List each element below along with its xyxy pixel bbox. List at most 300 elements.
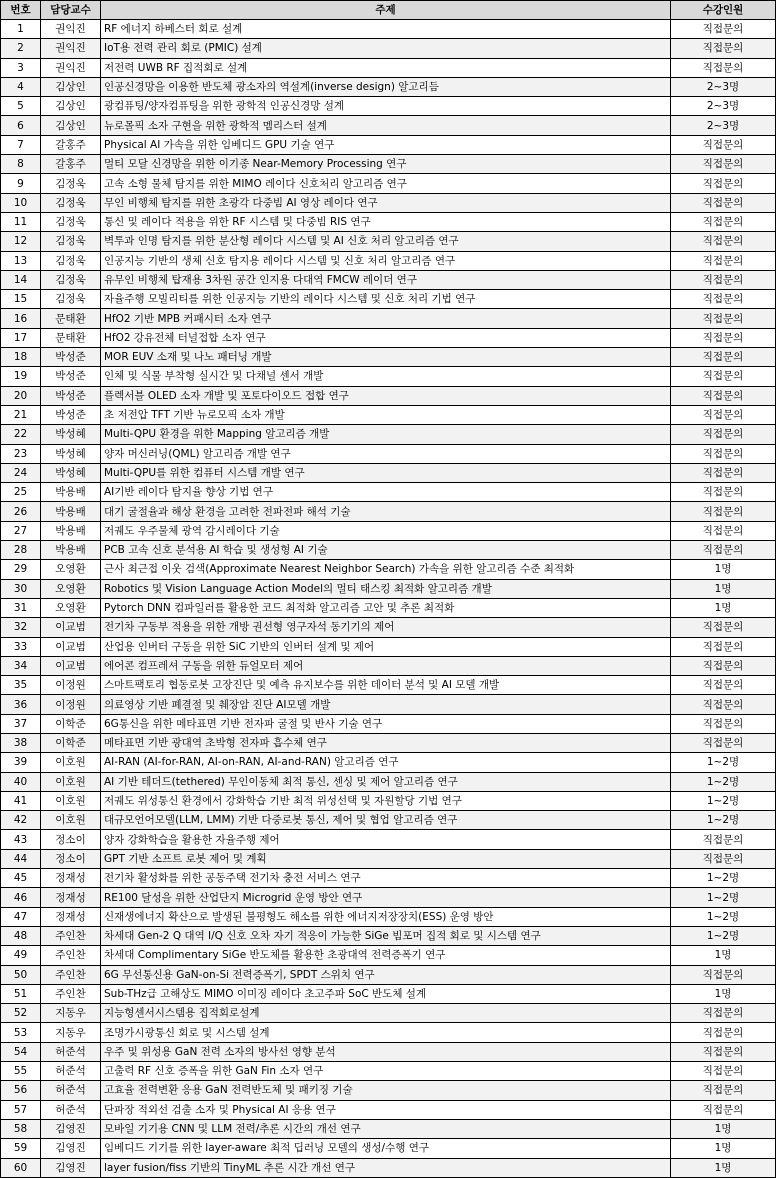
cell-number: 23: [1, 444, 41, 463]
cell-capacity: 직접문의: [671, 251, 776, 270]
cell-professor: 정재성: [41, 869, 101, 888]
cell-capacity: 직접문의: [671, 328, 776, 347]
cell-topic: layer fusion/fiss 기반의 TinyML 추론 시간 개선 연구: [101, 1158, 671, 1177]
cell-topic: AI-RAN (AI-for-RAN, AI-on-RAN, AI-and-RAN) 알고리즘 연구: [101, 753, 671, 772]
table-row: [1, 637, 776, 656]
cell-capacity: 직접문의: [671, 174, 776, 193]
cell-professor: 문태환: [41, 309, 101, 328]
cell-capacity: 직접문의: [671, 425, 776, 444]
table-row: [1, 39, 776, 58]
cell-topic: 신재생에너지 확산으로 발생된 불평형도 해소를 위한 에너지저장장치(ESS) 운영 방안: [101, 907, 671, 926]
header-topic: 주제: [101, 1, 671, 20]
table-row: [1, 984, 776, 1003]
cell-number: 51: [1, 984, 41, 1003]
cell-number: 10: [1, 193, 41, 212]
cell-number: 8: [1, 155, 41, 174]
cell-topic: HfO2 기반 MPB 커패시터 소자 연구: [101, 309, 671, 328]
cell-topic: 6G 무선통신용 GaN-on-Si 전력증폭기, SPDT 스위치 연구: [101, 965, 671, 984]
table-row: [1, 733, 776, 752]
cell-professor: 오영환: [41, 579, 101, 598]
table-row: [1, 1042, 776, 1061]
cell-capacity: 직접문의: [671, 1023, 776, 1042]
cell-professor: 권익진: [41, 39, 101, 58]
cell-professor: 김정욱: [41, 232, 101, 251]
cell-topic: Multi-QPU를 위한 컴퓨터 시스템 개발 연구: [101, 463, 671, 482]
cell-professor: 김정욱: [41, 174, 101, 193]
cell-professor: 박성준: [41, 348, 101, 367]
cell-professor: 허준석: [41, 1042, 101, 1061]
cell-capacity: 직접문의: [671, 463, 776, 482]
cell-number: 12: [1, 232, 41, 251]
cell-topic: 조명가시광통신 회로 및 시스템 설계: [101, 1023, 671, 1042]
cell-topic: 인공신경망을 이용한 반도체 광소자의 역설계(inverse design) 알고리듬: [101, 77, 671, 96]
cell-professor: 정재성: [41, 907, 101, 926]
cell-capacity: 직접문의: [671, 502, 776, 521]
cell-number: 25: [1, 483, 41, 502]
cell-number: 4: [1, 77, 41, 96]
cell-topic: 고출력 RF 신호 증폭을 위한 GaN Fin 소자 연구: [101, 1062, 671, 1081]
table-row: [1, 695, 776, 714]
cell-professor: 김상인: [41, 97, 101, 116]
cell-capacity: 2~3명: [671, 97, 776, 116]
cell-topic: Pytorch DNN 컴파일러를 활용한 코드 최적화 알고리즘 고안 및 추론 최적화: [101, 598, 671, 617]
cell-number: 60: [1, 1158, 41, 1177]
table-row: [1, 598, 776, 617]
table-row: [1, 830, 776, 849]
cell-topic: 대규모언어모델(LLM, LMM) 기반 다중로봇 통신, 제어 및 협업 알고리즘 연구: [101, 811, 671, 830]
table-row: [1, 965, 776, 984]
table-row: [1, 811, 776, 830]
cell-professor: 김상인: [41, 77, 101, 96]
cell-number: 1: [1, 20, 41, 39]
cell-capacity: 1~2명: [671, 926, 776, 945]
cell-topic: 산업용 인버터 구동을 위한 SiC 기반의 인버터 설계 및 제어: [101, 637, 671, 656]
cell-number: 54: [1, 1042, 41, 1061]
cell-number: 3: [1, 58, 41, 77]
table-row: [1, 849, 776, 868]
cell-professor: 문태환: [41, 328, 101, 347]
cell-number: 6: [1, 116, 41, 135]
table-row: [1, 791, 776, 810]
table-row: [1, 888, 776, 907]
table-row: [1, 869, 776, 888]
cell-professor: 박성준: [41, 367, 101, 386]
cell-capacity: 1명: [671, 984, 776, 1003]
cell-professor: 이교범: [41, 618, 101, 637]
cell-number: 13: [1, 251, 41, 270]
cell-number: 43: [1, 830, 41, 849]
cell-capacity: 직접문의: [671, 444, 776, 463]
cell-capacity: 직접문의: [671, 39, 776, 58]
cell-topic: 양자 강화학습을 활용한 자율주행 제어: [101, 830, 671, 849]
cell-capacity: 2~3명: [671, 77, 776, 96]
header-number: 번호: [1, 1, 41, 20]
cell-topic: 차세대 Gen-2 Q 대역 I/Q 신호 오차 자기 적응이 가능한 SiGe 빔포머 집적 회로 및 시스템 연구: [101, 926, 671, 945]
cell-professor: 김상인: [41, 116, 101, 135]
cell-topic: 스마트팩토리 협동로봇 고장진단 및 예측 유지보수를 위한 데이터 분석 및 AI 모델 개발: [101, 676, 671, 695]
table-row: [1, 309, 776, 328]
table-row: [1, 270, 776, 289]
cell-number: 47: [1, 907, 41, 926]
table-row: [1, 386, 776, 405]
cell-number: 19: [1, 367, 41, 386]
cell-number: 35: [1, 676, 41, 695]
cell-professor: 주인찬: [41, 926, 101, 945]
cell-number: 40: [1, 772, 41, 791]
cell-topic: 고속 소형 물체 탐지를 위한 MIMO 레이다 신호처리 알고리즘 연구: [101, 174, 671, 193]
cell-topic: 지능형센서시스템용 집적회로설계: [101, 1004, 671, 1023]
cell-professor: 이교범: [41, 637, 101, 656]
cell-capacity: 1~2명: [671, 869, 776, 888]
cell-capacity: 직접문의: [671, 212, 776, 231]
table-row: [1, 58, 776, 77]
table-row: [1, 97, 776, 116]
table-row: [1, 1062, 776, 1081]
cell-topic: 자율주행 모빌리티를 위한 인공지능 기반의 레이다 시스템 및 신호 처리 기법 연구: [101, 290, 671, 309]
cell-number: 16: [1, 309, 41, 328]
table-row: [1, 946, 776, 965]
cell-number: 37: [1, 714, 41, 733]
table-row: [1, 753, 776, 772]
cell-capacity: 1~2명: [671, 772, 776, 791]
table-row: [1, 656, 776, 675]
cell-topic: RE100 달성을 위한 산업단지 Microgrid 운영 방안 연구: [101, 888, 671, 907]
cell-number: 27: [1, 521, 41, 540]
cell-capacity: 직접문의: [671, 521, 776, 540]
cell-number: 42: [1, 811, 41, 830]
cell-topic: 인체 및 식물 부착형 실시간 및 다채널 센서 개발: [101, 367, 671, 386]
cell-capacity: 직접문의: [671, 656, 776, 675]
table-row: [1, 1119, 776, 1138]
header-capacity: 수강인원: [671, 1, 776, 20]
table-row: [1, 174, 776, 193]
cell-capacity: 1~2명: [671, 791, 776, 810]
cell-capacity: 1명: [671, 598, 776, 617]
cell-professor: 이호원: [41, 753, 101, 772]
cell-number: 34: [1, 656, 41, 675]
cell-number: 30: [1, 579, 41, 598]
cell-topic: 차세대 Complimentary SiGe 반도체를 활용한 초광대역 전력증폭기 연구: [101, 946, 671, 965]
cell-topic: 저궤도 우주물체 광역 감시레이다 기술: [101, 521, 671, 540]
table-row: [1, 676, 776, 695]
table-row: [1, 463, 776, 482]
cell-number: 18: [1, 348, 41, 367]
cell-capacity: 1~2명: [671, 811, 776, 830]
cell-capacity: 직접문의: [671, 849, 776, 868]
cell-topic: 무인 비행체 탐지를 위한 초광각 다중빔 AI 영상 레이다 연구: [101, 193, 671, 212]
cell-topic: 통신 및 레이다 적용을 위한 RF 시스템 및 다중빔 RIS 연구: [101, 212, 671, 231]
cell-number: 26: [1, 502, 41, 521]
cell-professor: 이정원: [41, 695, 101, 714]
cell-capacity: 직접문의: [671, 714, 776, 733]
cell-professor: 김정욱: [41, 193, 101, 212]
cell-professor: 지동우: [41, 1004, 101, 1023]
cell-capacity: 직접문의: [671, 830, 776, 849]
cell-number: 24: [1, 463, 41, 482]
cell-number: 29: [1, 560, 41, 579]
cell-number: 22: [1, 425, 41, 444]
cell-capacity: 직접문의: [671, 155, 776, 174]
cell-number: 59: [1, 1139, 41, 1158]
cell-number: 32: [1, 618, 41, 637]
cell-number: 38: [1, 733, 41, 752]
cell-topic: 메타표면 기반 광대역 초박형 전자파 흡수체 연구: [101, 733, 671, 752]
cell-capacity: 직접문의: [671, 270, 776, 289]
cell-professor: 이호원: [41, 791, 101, 810]
table-row: [1, 1139, 776, 1158]
cell-number: 50: [1, 965, 41, 984]
cell-topic: 에어콘 컴프레셔 구동을 위한 듀얼모터 제어: [101, 656, 671, 675]
cell-professor: 박성준: [41, 386, 101, 405]
cell-capacity: 1명: [671, 1139, 776, 1158]
cell-capacity: 직접문의: [671, 135, 776, 154]
table-row: [1, 560, 776, 579]
cell-capacity: 직접문의: [671, 733, 776, 752]
cell-number: 9: [1, 174, 41, 193]
cell-professor: 갈홍주: [41, 135, 101, 154]
table-row: [1, 1081, 776, 1100]
cell-professor: 김정욱: [41, 251, 101, 270]
cell-professor: 박용배: [41, 521, 101, 540]
cell-topic: Sub-THz급 고해상도 MIMO 이미징 레이다 초고주파 SoC 반도체 설계: [101, 984, 671, 1003]
cell-professor: 주인찬: [41, 946, 101, 965]
cell-number: 55: [1, 1062, 41, 1081]
table-row: [1, 579, 776, 598]
cell-professor: 오영환: [41, 560, 101, 579]
cell-professor: 박성혜: [41, 425, 101, 444]
cell-professor: 정소이: [41, 849, 101, 868]
cell-capacity: 직접문의: [671, 348, 776, 367]
cell-professor: 박성준: [41, 405, 101, 424]
cell-number: 56: [1, 1081, 41, 1100]
cell-topic: RF 에너지 하베스터 회로 설계: [101, 20, 671, 39]
cell-topic: Multi-QPU 환경을 위한 Mapping 알고리즘 개발: [101, 425, 671, 444]
cell-professor: 이정원: [41, 676, 101, 695]
cell-topic: 초 저전압 TFT 기반 뉴로모픽 소자 개발: [101, 405, 671, 424]
table-row: [1, 77, 776, 96]
cell-professor: 정재성: [41, 888, 101, 907]
cell-capacity: 직접문의: [671, 541, 776, 560]
cell-number: 7: [1, 135, 41, 154]
cell-number: 53: [1, 1023, 41, 1042]
cell-topic: 6G통신을 위한 메타표면 기반 전자파 굴절 및 반사 기술 연구: [101, 714, 671, 733]
cell-professor: 허준석: [41, 1100, 101, 1119]
cell-topic: 양자 머신러닝(QML) 알고리즘 개발 연구: [101, 444, 671, 463]
cell-capacity: 직접문의: [671, 386, 776, 405]
cell-topic: 벽투과 인명 탐지를 위한 분산형 레이다 시스템 및 AI 신호 처리 알고리즘 연구: [101, 232, 671, 251]
cell-capacity: 직접문의: [671, 20, 776, 39]
table-row: [1, 521, 776, 540]
cell-number: 31: [1, 598, 41, 617]
cell-professor: 김정욱: [41, 290, 101, 309]
cell-capacity: 1~2명: [671, 907, 776, 926]
table-row: [1, 405, 776, 424]
table-row: [1, 232, 776, 251]
table-row: [1, 1023, 776, 1042]
cell-capacity: 직접문의: [671, 695, 776, 714]
cell-professor: 박성혜: [41, 463, 101, 482]
cell-topic: 인공지능 기반의 생체 신호 탐지용 레이다 시스템 및 신호 처리 알고리즘 연구: [101, 251, 671, 270]
table-row: [1, 251, 776, 270]
table-body: [1, 20, 776, 1178]
table-row: [1, 772, 776, 791]
cell-number: 52: [1, 1004, 41, 1023]
cell-topic: AI기반 레이다 탐지율 향상 기법 연구: [101, 483, 671, 502]
cell-capacity: 직접문의: [671, 637, 776, 656]
table-row: [1, 290, 776, 309]
cell-capacity: 1명: [671, 1119, 776, 1138]
cell-topic: 대기 굴절율과 해상 환경을 고려한 전파전파 해석 기술: [101, 502, 671, 521]
table-row: [1, 926, 776, 945]
cell-capacity: 2~3명: [671, 116, 776, 135]
cell-professor: 허준석: [41, 1062, 101, 1081]
cell-capacity: 직접문의: [671, 309, 776, 328]
cell-professor: 주인찬: [41, 984, 101, 1003]
cell-number: 17: [1, 328, 41, 347]
cell-professor: 박용배: [41, 483, 101, 502]
table-row: [1, 618, 776, 637]
table-row: [1, 367, 776, 386]
cell-capacity: 직접문의: [671, 1004, 776, 1023]
cell-capacity: 직접문의: [671, 483, 776, 502]
cell-topic: 근사 최근접 이웃 검색(Approximate Nearest Neighbor Search) 가속을 위한 알고리즘 수준 최적화: [101, 560, 671, 579]
cell-number: 28: [1, 541, 41, 560]
cell-topic: IoT용 전력 관리 회로 (PMIC) 설계: [101, 39, 671, 58]
cell-capacity: 직접문의: [671, 405, 776, 424]
cell-topic: GPT 기반 소프트 로봇 제어 및 계획: [101, 849, 671, 868]
cell-topic: 단파장 적외선 검출 소자 및 Physical AI 응용 연구: [101, 1100, 671, 1119]
cell-professor: 이학준: [41, 714, 101, 733]
cell-number: 45: [1, 869, 41, 888]
cell-number: 36: [1, 695, 41, 714]
table-row: [1, 483, 776, 502]
table-row: [1, 155, 776, 174]
cell-professor: 박성혜: [41, 444, 101, 463]
cell-number: 2: [1, 39, 41, 58]
header-professor: 담당교수: [41, 1, 101, 20]
cell-number: 41: [1, 791, 41, 810]
cell-topic: 임베디드 기기를 위한 layer-aware 최적 딥러닝 모델의 생성/수행 연구: [101, 1139, 671, 1158]
cell-professor: 이학준: [41, 733, 101, 752]
cell-capacity: 직접문의: [671, 965, 776, 984]
cell-professor: 지동우: [41, 1023, 101, 1042]
cell-number: 14: [1, 270, 41, 289]
cell-capacity: 직접문의: [671, 1100, 776, 1119]
cell-topic: HfO2 강유전체 터널접합 소자 연구: [101, 328, 671, 347]
cell-capacity: 직접문의: [671, 1042, 776, 1061]
cell-capacity: 1~2명: [671, 753, 776, 772]
cell-topic: 전기차 활성화를 위한 공동주택 전기차 충전 서비스 연구: [101, 869, 671, 888]
table-row: [1, 212, 776, 231]
cell-number: 49: [1, 946, 41, 965]
cell-capacity: 직접문의: [671, 618, 776, 637]
cell-number: 48: [1, 926, 41, 945]
cell-capacity: 1명: [671, 579, 776, 598]
cell-number: 15: [1, 290, 41, 309]
cell-topic: 전기차 구동부 적용을 위한 개방 권선형 영구자석 동기기의 제어: [101, 618, 671, 637]
cell-number: 39: [1, 753, 41, 772]
cell-professor: 허준석: [41, 1081, 101, 1100]
table-row: [1, 20, 776, 39]
cell-professor: 이교범: [41, 656, 101, 675]
cell-professor: 이호원: [41, 772, 101, 791]
cell-number: 44: [1, 849, 41, 868]
cell-topic: 멀티 모달 신경망을 위한 이기종 Near-Memory Processing 연구: [101, 155, 671, 174]
table-row: [1, 541, 776, 560]
cell-professor: 주인찬: [41, 965, 101, 984]
cell-number: 20: [1, 386, 41, 405]
cell-topic: 뉴로몰픽 소자 구현을 위한 광학적 멤리스터 설계: [101, 116, 671, 135]
table-row: [1, 907, 776, 926]
cell-topic: 저전력 UWB RF 집적회로 설계: [101, 58, 671, 77]
cell-professor: 김영진: [41, 1139, 101, 1158]
cell-topic: Robotics 및 Vision Language Action Model의 멀티 태스킹 최적화 알고리즘 개발: [101, 579, 671, 598]
cell-topic: 우주 및 위성용 GaN 전력 소자의 방사선 영향 분석: [101, 1042, 671, 1061]
table-row: [1, 714, 776, 733]
cell-number: 21: [1, 405, 41, 424]
cell-number: 46: [1, 888, 41, 907]
table-row: [1, 193, 776, 212]
cell-professor: 박용배: [41, 502, 101, 521]
cell-topic: MOR EUV 소재 및 나노 패터닝 개발: [101, 348, 671, 367]
cell-topic: 의료영상 기반 폐결절 및 췌장암 진단 AI모델 개발: [101, 695, 671, 714]
cell-capacity: 직접문의: [671, 367, 776, 386]
cell-professor: 이호원: [41, 811, 101, 830]
table-row: [1, 444, 776, 463]
cell-number: 33: [1, 637, 41, 656]
cell-professor: 오영환: [41, 598, 101, 617]
cell-topic: 광컴퓨팅/양자컴퓨팅을 위한 광학적 인공신경망 설계: [101, 97, 671, 116]
table-row: [1, 502, 776, 521]
cell-capacity: 1~2명: [671, 888, 776, 907]
cell-professor: 김영진: [41, 1119, 101, 1138]
cell-professor: 김정욱: [41, 212, 101, 231]
table-row: [1, 1158, 776, 1177]
header-row: [1, 1, 776, 20]
cell-professor: 김영진: [41, 1158, 101, 1177]
cell-topic: 유무인 비행체 탑재용 3차원 공간 인지용 다대역 FMCW 레이더 연구: [101, 270, 671, 289]
cell-topic: AI 기반 테더드(tethered) 무인이동체 최적 통신, 센싱 및 제어 알고리즘 연구: [101, 772, 671, 791]
cell-number: 58: [1, 1119, 41, 1138]
table-row: [1, 116, 776, 135]
cell-number: 57: [1, 1100, 41, 1119]
table-row: [1, 425, 776, 444]
cell-topic: Physical AI 가속을 위한 임베디드 GPU 기술 연구: [101, 135, 671, 154]
cell-number: 5: [1, 97, 41, 116]
cell-capacity: 직접문의: [671, 1062, 776, 1081]
cell-topic: 플렉서블 OLED 소자 개발 및 포토다이오드 접합 연구: [101, 386, 671, 405]
cell-professor: 갈홍주: [41, 155, 101, 174]
cell-capacity: 직접문의: [671, 58, 776, 77]
table-row: [1, 328, 776, 347]
cell-capacity: 직접문의: [671, 193, 776, 212]
cell-professor: 김정욱: [41, 270, 101, 289]
table-row: [1, 1100, 776, 1119]
table-row: [1, 135, 776, 154]
cell-professor: 정소이: [41, 830, 101, 849]
cell-capacity: 1명: [671, 560, 776, 579]
cell-capacity: 직접문의: [671, 676, 776, 695]
cell-professor: 박용배: [41, 541, 101, 560]
cell-professor: 권익진: [41, 58, 101, 77]
cell-professor: 권익진: [41, 20, 101, 39]
cell-number: 11: [1, 212, 41, 231]
cell-capacity: 1명: [671, 946, 776, 965]
cell-topic: PCB 고속 신호 분석용 AI 학습 및 생성형 AI 기술: [101, 541, 671, 560]
cell-topic: 모바일 기기용 CNN 및 LLM 전력/추론 시간의 개선 연구: [101, 1119, 671, 1138]
table-row: [1, 1004, 776, 1023]
cell-topic: 고효율 전력변환 응용 GaN 전력반도체 및 패키징 기술: [101, 1081, 671, 1100]
